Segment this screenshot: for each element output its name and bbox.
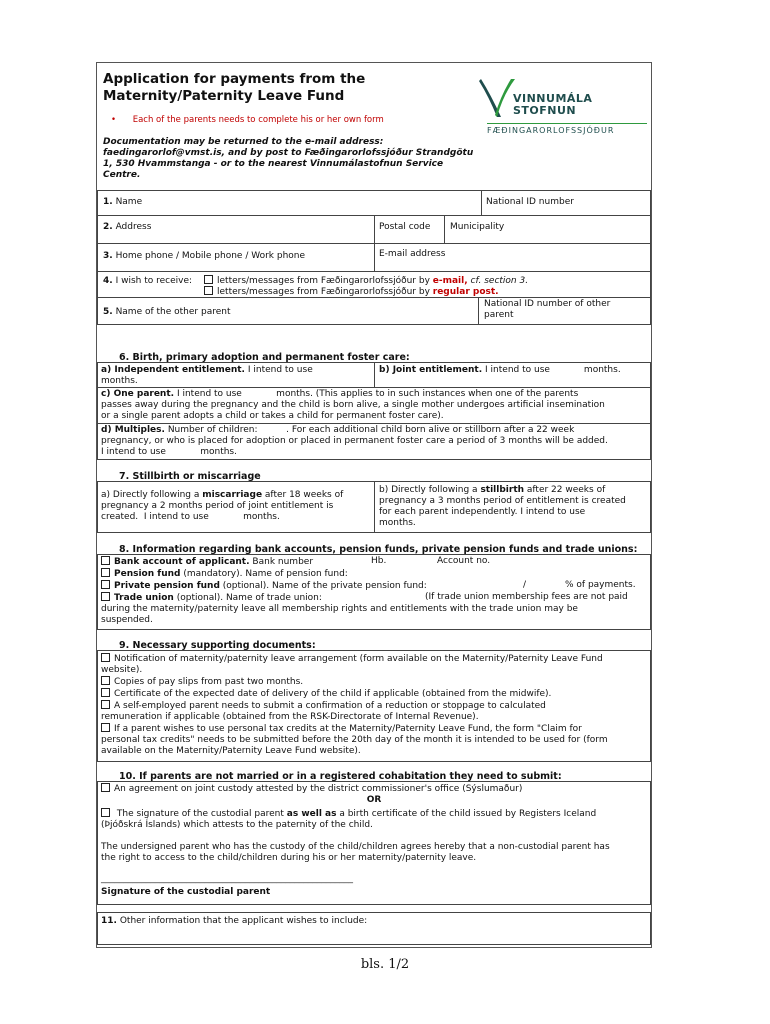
receive-preference: 4. I wish to receive: — [103, 276, 193, 286]
section-10-heading: 10. If parents are not married or in a registered cohabitation they need to submit: — [119, 771, 562, 782]
address-field[interactable]: 2. Address — [103, 222, 152, 232]
logo-text-1: VINNUMÁLA — [513, 92, 593, 105]
doc-delivery-certificate[interactable]: Certificate of the expected date of delivery of the child if applicable (obtained from the midwife). — [101, 688, 649, 700]
doc-leave-notification[interactable]: Notification of maternity/paternity leave arrangement (form available on the Maternity/Paternity Leave Fund website). — [101, 654, 603, 675]
receive-email-option[interactable]: letters/messages from Fæðingarorlofssjóður by e-mail, cf. section 3. — [204, 275, 528, 287]
section-8-table — [97, 554, 651, 630]
signature-label: Signature of the custodial parent — [101, 887, 271, 897]
section-9-heading: 9. Necessary supporting documents: — [119, 640, 316, 651]
instruction-bullet: • Each of the parents needs to complete his or her own form — [111, 115, 384, 125]
tax-credits-checkbox[interactable] — [101, 723, 110, 732]
receive-post-option[interactable]: letters/messages from Fæðingarorlofssjóður by regular post. — [204, 286, 499, 298]
stillbirth-entitlement[interactable]: b) Directly following a stillbirth after 22 weeks of pregnancy a 3 months period of entitlement is created for each parent independently. I intend to use months. — [379, 485, 626, 528]
miscarriage-entitlement[interactable]: a) Directly following a miscarriage after 18 weeks of pregnancy a 2 months period of joint entitlement is created. I intend to use months. — [101, 490, 344, 522]
vinnumalastofnun-logo — [477, 73, 647, 133]
other-information-field[interactable]: 11. Other information that the applicant wishes to include: — [101, 916, 368, 926]
section-7-table — [97, 481, 651, 533]
signature-line[interactable]: ________________________________________________________ — [101, 874, 353, 884]
page-number: bls. 1/2 — [360, 957, 410, 972]
pension-fund-checkbox[interactable] — [101, 568, 110, 577]
application-form — [96, 62, 652, 948]
bank-account-checkbox[interactable] — [101, 556, 110, 565]
other-parent-id-field[interactable]: National ID number of other parent — [484, 299, 611, 320]
bank-account-row[interactable]: Bank account of applicant. Bank number Hb. Account no. — [101, 556, 649, 568]
postal-code-field[interactable]: Postal code — [379, 222, 431, 232]
trade-union-checkbox[interactable] — [101, 592, 110, 601]
pay-slips-checkbox[interactable] — [101, 676, 110, 685]
doc-tax-credits[interactable]: If a parent wishes to use personal tax credits at the Maternity/Paternity Leave Fund, the form "Claim for personal tax credits" needs to be submitted before the 20th day of the month it is intended to be used for (form available on the Maternity/Paternity Leave Fund website). — [101, 724, 608, 756]
or-separator: OR — [366, 795, 382, 805]
section-8-heading: 8. Information regarding bank accounts, pension funds, private pension funds and trade unions: — [119, 544, 638, 555]
custodial-signature-checkbox[interactable] — [101, 808, 110, 817]
private-pension-checkbox[interactable] — [101, 580, 110, 589]
leave-notification-checkbox[interactable] — [101, 653, 110, 662]
form-title — [103, 71, 365, 105]
delivery-certificate-checkbox[interactable] — [101, 688, 110, 697]
section-7-heading: 7. Stillbirth or miscarriage — [119, 471, 261, 482]
section-6-table — [97, 362, 651, 460]
pension-fund-row[interactable]: Pension fund (mandatory). Name of pension fund: — [101, 568, 649, 580]
logo-text-2: STOFNUN — [513, 104, 577, 117]
documentation-notice: Documentation may be returned to the e-mail address: faedingarorlof@vmst.is, and by post to Fæðingarorlofssjóður Strandgötu 1, 530 Hvammstanga - or to the nearest Vinnumálastofnun Service Centre. — [103, 137, 474, 180]
post-checkbox[interactable] — [204, 286, 213, 295]
one-parent-entitlement[interactable]: c) One parent. I intend to use months. (This applies to in such instances when one of the parents passes away during the pregnancy and the child is born alive, a single mother undergoes artificial insemination or a single parent adopts a child or takes a child for permanent foster care). — [101, 389, 605, 421]
custody-consent-text: The undersigned parent who has the custody of the child/children agrees hereby that a non-custodial parent has the right to access to the child/children during his or her maternity/paternity leave. — [101, 842, 610, 863]
joint-entitlement[interactable]: b) Joint entitlement. I intend to use months. — [379, 365, 621, 375]
doc-self-employed[interactable]: A self-employed parent needs to submit a confirmation of a reduction or stoppage to calculated remuneration if applicable (obtained from the RSK-Directorate of Internal Revenue). — [101, 701, 546, 722]
joint-custody-checkbox[interactable] — [101, 783, 110, 792]
other-parent-name-field[interactable]: 5. Name of the other parent — [103, 307, 231, 317]
email-checkbox[interactable] — [204, 275, 213, 284]
section-10-table — [97, 781, 651, 905]
doc-pay-slips[interactable]: Copies of pay slips from past two months. — [101, 676, 649, 688]
title-line-1: Application for payments from the — [103, 71, 366, 87]
independent-entitlement[interactable]: a) Independent entitlement. I intend to use months. — [101, 365, 313, 386]
custodial-signature-option[interactable]: The signature of the custodial parent as well as a birth certificate of the child issued by Registers Iceland (Þjóðskrá Íslands) which attests to the paternity of the child. — [101, 809, 597, 830]
phone-field[interactable]: 3. Home phone / Mobile phone / Work phone — [103, 251, 306, 261]
section-9-table — [97, 650, 651, 762]
trade-union-row[interactable]: Trade union (optional). Name of trade union: (If trade union membership fees are not paid during the maternity/paternity leave all membership rights and entitlements with the trade union may be suspended. — [101, 592, 628, 625]
section-11-table — [97, 912, 651, 945]
private-pension-row[interactable]: Private pension fund (optional). Name of the private pension fund: / % of payments. — [101, 580, 649, 592]
section-6-heading: 6. Birth, primary adoption and permanent foster care: — [119, 352, 410, 363]
logo-mark-icon — [477, 75, 517, 121]
logo-rule — [487, 123, 647, 124]
municipality-field[interactable]: Municipality — [450, 222, 505, 232]
email-field[interactable]: E-mail address — [379, 249, 446, 259]
self-employed-checkbox[interactable] — [101, 700, 110, 709]
personal-info-table — [97, 190, 651, 325]
name-field[interactable]: 1. Name — [103, 197, 143, 207]
logo-subtitle: FÆÐINGARORLOFSSJÓÐUR — [487, 126, 615, 135]
multiples-entitlement[interactable]: d) Multiples. Number of children: . For each additional child born alive or stillborn after a 22 week pregnancy, or who is placed for adoption or placed in permanent foster care a period of 3 months will be added. I intend to use months. — [101, 425, 608, 457]
national-id-field[interactable]: National ID number — [486, 197, 574, 207]
title-line-2: Maternity/Paternity Leave Fund — [103, 88, 345, 104]
joint-custody-agreement[interactable]: An agreement on joint custody attested by the district commissioner's office (Sýslumaður) — [101, 783, 649, 795]
